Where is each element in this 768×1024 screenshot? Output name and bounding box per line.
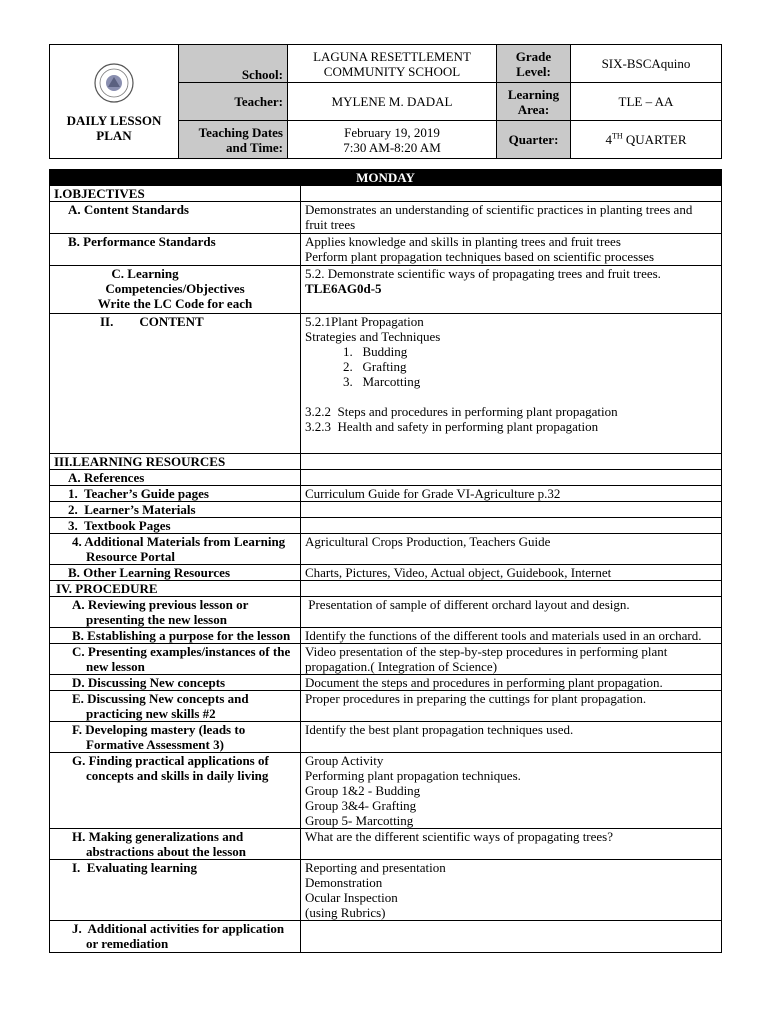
day-header: MONDAY [50, 170, 722, 186]
procedure-g-value [300, 753, 721, 829]
lesson-plan-table [49, 169, 722, 953]
procedure-heading: IV. PROCEDURE [50, 581, 301, 597]
procedure-h-label: H. Making generalizations and abstractions about the lesson [50, 829, 301, 860]
teacher-label: Teacher: [179, 83, 288, 121]
technique-list [305, 344, 717, 389]
document-title: DAILY LESSON PLAN [66, 113, 162, 143]
teacher-value: MYLENE M. DADAL [288, 83, 497, 121]
other-resources-label: B. Other Learning Resources [50, 565, 301, 581]
content-line-1: 5.2.1Plant Propagation [304, 314, 424, 329]
grade-value: SIX-BSCAquino [571, 45, 722, 83]
procedure-a-value: Presentation of sample of different orchard layout and design. [300, 597, 721, 628]
dates-label: Teaching Dates and Time: [179, 121, 288, 159]
additional-materials-label: 4. Additional Materials from Learning Resource Portal [50, 534, 301, 565]
procedure-f-value: Identify the best plant propagation techniques used. [300, 722, 721, 753]
performance-standards-line-1: Applies knowledge and skills in planting trees and fruit trees [304, 234, 621, 249]
school-value: LAGUNA RESETTLEMENT COMMUNITY SCHOOL [288, 45, 497, 83]
technique-item: 1. Budding [342, 344, 408, 359]
procedure-g-line: Group Activity [304, 753, 384, 768]
dates-value-date: February 19, 2019 [344, 124, 440, 140]
content-standards-value: Demonstrates an understanding of scientific practices in planting trees and fruit trees [300, 202, 721, 234]
procedure-i-line: Reporting and presentation [304, 860, 446, 875]
area-label: Learning Area: [497, 83, 571, 121]
content-standards-label: A. Content Standards [50, 202, 301, 234]
procedure-j-empty [300, 921, 721, 953]
lc-code: TLE6AG0d-5 [304, 281, 382, 296]
teachers-guide-value: Curriculum Guide for Grade VI-Agriculture p.32 [300, 486, 721, 502]
performance-standards-line-2: Perform plant propagation techniques based on scientific processes [304, 249, 655, 264]
procedure-j-label: J. Additional activities for application or remediation [50, 921, 301, 953]
procedure-d-label: D. Discussing New concepts [50, 675, 301, 691]
procedure-e-value: Proper procedures in preparing the cuttings for plant propagation. [300, 691, 721, 722]
procedure-a-label: A. Reviewing previous lesson or presenting the new lesson [50, 597, 301, 628]
quarter-label: Quarter: [497, 121, 571, 159]
area-value: TLE – AA [571, 83, 722, 121]
quarter-value [571, 121, 722, 159]
content-line-3: 3.2.2 Steps and procedures in performing plant propagation [304, 404, 618, 419]
additional-materials-value: Agricultural Crops Production, Teachers Guide [300, 534, 721, 565]
references-empty [300, 470, 721, 486]
learning-competencies-label [50, 266, 301, 314]
procedure-e-label: E. Discussing New concepts and practicing new skills #2 [50, 691, 301, 722]
procedure-i-line: (using Rubrics) [304, 905, 386, 920]
performance-standards-label: B. Performance Standards [50, 234, 301, 266]
procedure-empty [300, 581, 721, 597]
content-label: II. CONTENT [50, 314, 301, 454]
resources-heading: III.LEARNING RESOURCES [50, 454, 301, 470]
textbook-pages-empty [300, 518, 721, 534]
lc-label-line-3: Write the LC Code for each [97, 296, 253, 311]
procedure-i-label: I. Evaluating learning [50, 860, 301, 921]
lc-value-text: 5.2. Demonstrate scientific ways of propagating trees and fruit trees. [304, 266, 661, 281]
deped-seal-icon [94, 63, 134, 103]
procedure-g-line: Group 5- Marcotting [304, 813, 414, 828]
lc-label-line-1: C. Learning [111, 266, 179, 281]
objectives-empty [300, 186, 721, 202]
technique-item: 3. Marcotting [342, 374, 421, 389]
procedure-g-line: Group 1&2 - Budding [304, 783, 421, 798]
procedure-i-line: Ocular Inspection [304, 890, 398, 905]
learners-materials-empty [300, 502, 721, 518]
content-value [300, 314, 721, 454]
procedure-c-value: Video presentation of the step-by-step procedures in performing plant propagation.( Integration of Science) [300, 644, 721, 675]
dates-value [288, 121, 497, 159]
logo-title-cell [50, 45, 179, 159]
procedure-d-value: Document the steps and procedures in performing plant propagation. [300, 675, 721, 691]
performance-standards-value [300, 234, 721, 266]
learning-competencies-value [300, 266, 721, 314]
grade-label: Grade Level: [497, 45, 571, 83]
quarter-rest: QUARTER [622, 132, 687, 147]
technique-item: 2. Grafting [342, 359, 407, 374]
lc-label-line-2: Competencies/Objectives [105, 281, 245, 296]
textbook-pages-label: 3. Textbook Pages [50, 518, 301, 534]
procedure-g-line: Performing plant propagation techniques. [304, 768, 521, 783]
dates-value-time: 7:30 AM-8:20 AM [343, 139, 441, 155]
procedure-i-value [300, 860, 721, 921]
procedure-f-label: F. Developing mastery (leads to Formative Assessment 3) [50, 722, 301, 753]
school-label: School: [179, 45, 288, 83]
procedure-g-label: G. Finding practical applications of concepts and skills in daily living [50, 753, 301, 829]
resources-empty [300, 454, 721, 470]
procedure-h-value: What are the different scientific ways of propagating trees? [300, 829, 721, 860]
procedure-b-label: B. Establishing a purpose for the lesson [50, 628, 301, 644]
procedure-i-line: Demonstration [304, 875, 383, 890]
content-line-4: 3.2.3 Health and safety in performing plant propagation [304, 419, 599, 434]
references-label: A. References [50, 470, 301, 486]
content-line-2: Strategies and Techniques [304, 329, 441, 344]
procedure-b-value: Identify the functions of the different tools and materials used in an orchard. [300, 628, 721, 644]
quarter-num: 4 [605, 132, 612, 147]
learners-materials-label: 2. Learner’s Materials [50, 502, 301, 518]
quarter-sup: TH [611, 131, 623, 141]
procedure-c-label: C. Presenting examples/instances of the new lesson [50, 644, 301, 675]
other-resources-value: Charts, Pictures, Video, Actual object, Guidebook, Internet [300, 565, 721, 581]
procedure-g-line: Group 3&4- Grafting [304, 798, 417, 813]
header-table [49, 44, 722, 159]
objectives-heading: I.OBJECTIVES [50, 186, 301, 202]
teachers-guide-label: 1. Teacher’s Guide pages [50, 486, 301, 502]
